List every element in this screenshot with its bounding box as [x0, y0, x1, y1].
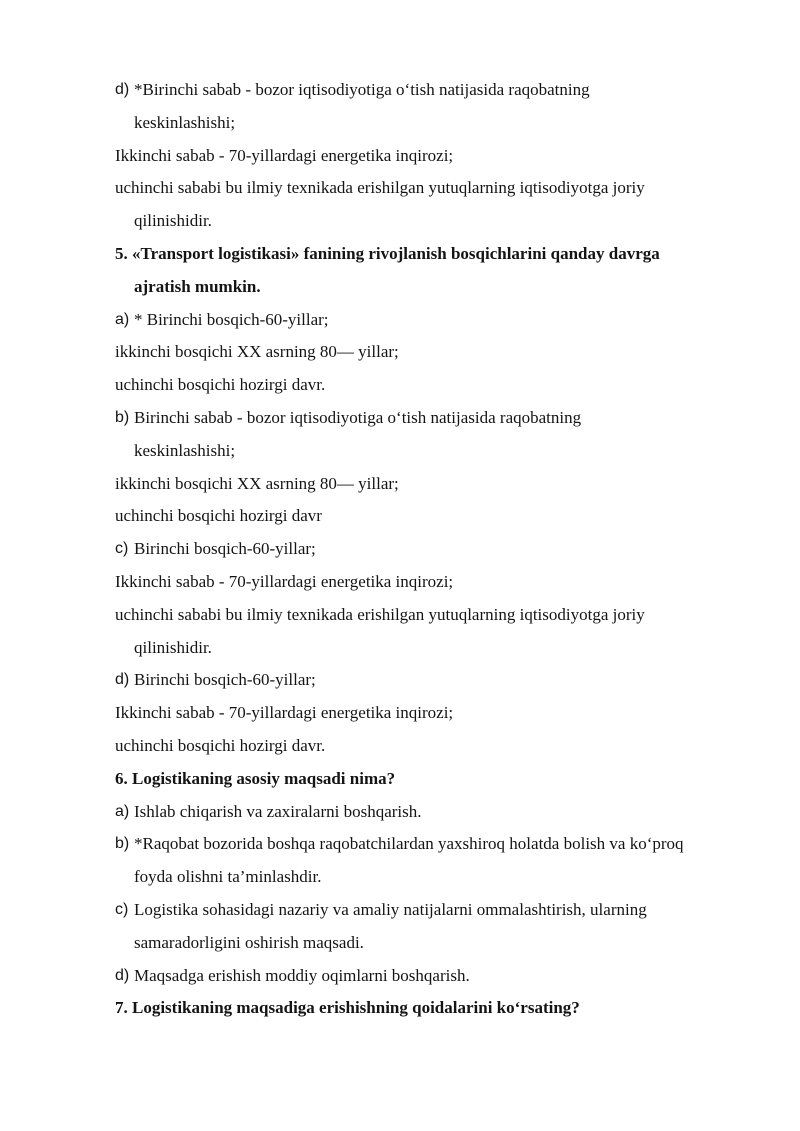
continuation-line: foyda olishni ta’minlashdir. [134, 867, 322, 887]
text-line: uchinchi sababi bu ilmiy texnikada erishilgan yutuqlarning iqtisodiyotga joriy [115, 604, 645, 624]
option-letter: a) [115, 310, 130, 328]
option-letter: b) [115, 408, 130, 426]
option-letter: d) [115, 81, 130, 98]
option-text: Birinchi sabab - bozor iqtisodiyotiga o‘tish natijasida raqobatning [134, 407, 582, 427]
text-line: ikkinchi bosqichi XX asrning 80— yillar; [115, 342, 399, 362]
option-text: Logistika sohasidagi nazariy va amaliy natijalarni ommalashtirish, ularning [134, 899, 647, 919]
answer-option [115, 960, 745, 993]
option-text: * Birinchi bosqich-60-yillar; [134, 309, 329, 329]
text-line: Ikkinchi sabab - 70-yillardagi energetika inqirozi; [115, 145, 454, 165]
option-letter: d) [115, 966, 130, 984]
continuation-line: qilinishidir. [134, 211, 212, 231]
answer-option [115, 533, 745, 566]
continuation-line: samaradorligini oshirish maqsadi. [134, 932, 364, 952]
option-text: Ishlab chiqarish va zaxiralarni boshqarish. [134, 801, 422, 821]
answer-option [115, 828, 745, 861]
answer-option [115, 894, 745, 927]
option-text: Birinchi bosqich-60-yillar; [134, 670, 316, 690]
text-line: uchinchi bosqichi hozirgi davr [115, 506, 322, 526]
answer-option [115, 304, 745, 337]
option-text: *Birinchi sabab - bozor iqtisodiyotiga o‘tish natijasida raqobatning [134, 80, 590, 99]
text-line: uchinchi sababi bu ilmiy texnikada erishilgan yutuqlarning iqtisodiyotga joriy [115, 178, 645, 198]
document-body [115, 74, 745, 1025]
answer-option [115, 664, 745, 697]
option-letter: a) [115, 802, 130, 820]
continuation-line: keskinlashishi; [134, 440, 236, 460]
option-letter: d) [115, 671, 130, 689]
continuation-line: qilinishidir. [134, 637, 212, 657]
option-text: Birinchi bosqich-60-yillar; [134, 539, 316, 559]
option-letter: b) [115, 835, 130, 853]
text-line: Ikkinchi sabab - 70-yillardagi energetika inqirozi; [115, 703, 454, 723]
question-heading: 5. «Transport logistikasi» fanining rivojlanish bosqichlarini qanday davrga [115, 243, 660, 263]
text-line: Ikkinchi sabab - 70-yillardagi energetika inqirozi; [115, 571, 454, 591]
text-line: ikkinchi bosqichi XX asrning 80— yillar; [115, 473, 399, 493]
answer-option [115, 74, 745, 107]
option-text: *Raqobat bozorida boshqa raqobatchilardan yaxshiroq holatda bolish va ko‘proq [134, 834, 684, 854]
continuation-line: keskinlashishi; [134, 112, 236, 132]
answer-option [115, 796, 745, 829]
option-text: Maqsadga erishish moddiy oqimlarni boshqarish. [134, 965, 470, 985]
option-letter: c) [115, 900, 129, 918]
question-heading: 7. Logistikaning maqsadiga erishishning qoidalarini ko‘rsating? [115, 998, 580, 1018]
text-line: uchinchi bosqichi hozirgi davr. [115, 375, 326, 395]
question-heading: 6. Logistikaning asosiy maqsadi nima? [115, 768, 396, 788]
answer-option [115, 402, 745, 435]
option-letter: c) [115, 540, 129, 558]
text-line: uchinchi bosqichi hozirgi davr. [115, 735, 326, 755]
question-heading-continuation: ajratish mumkin. [134, 276, 261, 296]
